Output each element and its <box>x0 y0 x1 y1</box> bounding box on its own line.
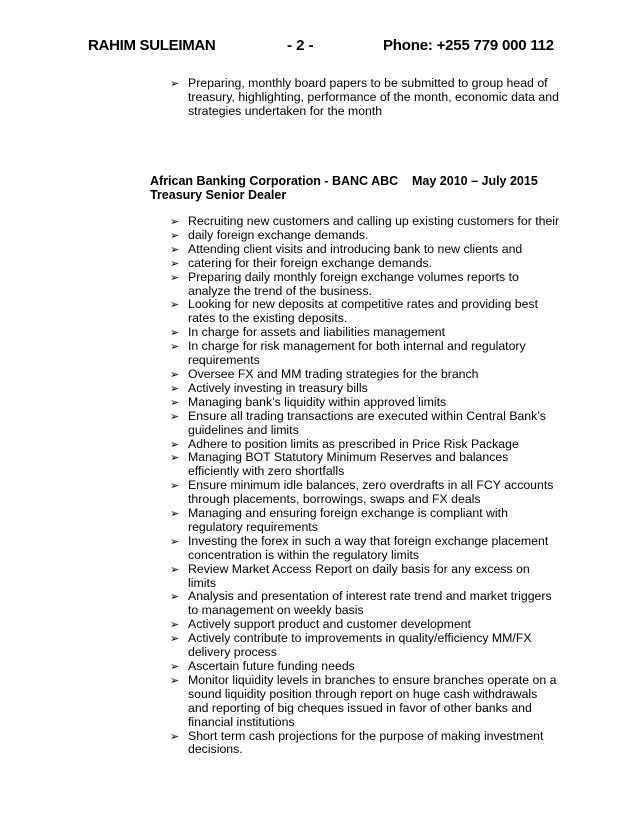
list-item-text: Actively contribute to improvements in quality/efficiency MM/FX delivery process <box>188 631 532 660</box>
list-item-text: Monitor liquidity levels in branches to ensure branches operate on a sound liquidity position through report on huge cash withdrawals and reporting of big cheques issued in favor of other banks and financial institutions <box>188 672 557 729</box>
list-item <box>170 451 560 479</box>
arrowhead-bullet-icon: ➢ <box>170 242 180 256</box>
list-item-text: Investing the forex in such a way that foreign exchange placement concentration is within the regulatory limits <box>188 533 549 562</box>
list-item-text: Managing bank’s liquidity within approved limits <box>188 394 447 409</box>
list-item <box>170 271 560 299</box>
arrowhead-bullet-icon: ➢ <box>170 562 180 576</box>
arrowhead-bullet-icon: ➢ <box>170 326 180 340</box>
list-item <box>170 382 560 396</box>
header-name: RAHIM SULEIMAN <box>88 37 216 54</box>
job-title: Treasury Senior Dealer <box>150 188 287 202</box>
list-item-text: Ensure minimum idle balances, zero overdrafts in all FCY accounts through placements, borrowings, swaps and FX deals <box>188 478 554 507</box>
list-item <box>170 396 560 410</box>
responsibilities-list <box>170 215 560 757</box>
list-item <box>170 215 560 229</box>
arrowhead-bullet-icon: ➢ <box>170 618 180 632</box>
arrowhead-bullet-icon: ➢ <box>170 673 180 687</box>
list-item <box>170 229 560 243</box>
list-item-text: Adhere to position limits as prescribed in Price Risk Package <box>188 436 519 451</box>
arrowhead-bullet-icon: ➢ <box>170 507 180 521</box>
arrowhead-bullet-icon: ➢ <box>170 340 180 354</box>
list-item-text: Managing and ensuring foreign exchange is compliant with regulatory requirements <box>188 506 508 534</box>
list-item <box>170 340 560 368</box>
list-item <box>170 590 560 618</box>
list-item <box>170 660 560 674</box>
list-item-text: Actively support product and customer development <box>188 617 471 632</box>
arrowhead-bullet-icon: ➢ <box>170 256 180 270</box>
list-item-text: catering for their foreign exchange demands. <box>188 255 433 270</box>
list-item-text: In charge for risk management for both internal and regulatory requirements <box>188 339 526 368</box>
header-phone: Phone: +255 779 000 112 <box>383 37 554 54</box>
arrowhead-bullet-icon: ➢ <box>170 215 180 228</box>
arrowhead-bullet-icon: ➢ <box>170 367 180 381</box>
arrowhead-bullet-icon: ➢ <box>170 395 180 409</box>
list-item-text: In charge for assets and liabilities management <box>188 325 446 340</box>
list-item <box>170 410 560 438</box>
list-item <box>170 77 560 119</box>
list-item-text: Preparing daily monthly foreign exchange volumes reports to analyze the trend of the business. <box>188 269 519 298</box>
list-item-text: Preparing, monthly board papers to be submitted to group head of treasury, highlighting, performance of the month, economic data and strategies undertaken for the month <box>188 76 559 118</box>
list-item-text: Short term cash projections for the purpose of making investment decisions. <box>188 728 544 757</box>
arrowhead-bullet-icon: ➢ <box>170 479 180 493</box>
list-item-text: Actively investing in treasury bills <box>188 380 368 395</box>
list-item <box>170 243 560 257</box>
list-item <box>170 730 560 758</box>
arrowhead-bullet-icon: ➢ <box>170 381 180 395</box>
list-item <box>170 479 560 507</box>
list-item-text: Analysis and presentation of interest rate trend and market triggers to management on weekly basis <box>188 589 552 618</box>
arrowhead-bullet-icon: ➢ <box>170 729 180 743</box>
list-item <box>170 674 560 730</box>
arrowhead-bullet-icon: ➢ <box>170 437 180 451</box>
arrowhead-bullet-icon: ➢ <box>170 409 180 423</box>
list-item <box>170 632 560 660</box>
page-number: - 2 - <box>287 37 314 54</box>
list-item-text: Review Market Access Report on daily basis for any excess on limits <box>188 561 530 590</box>
arrowhead-bullet-icon: ➢ <box>170 632 180 646</box>
list-item-text: Oversee FX and MM trading strategies for the branch <box>188 366 479 381</box>
list-item <box>170 507 560 535</box>
list-item <box>170 563 560 591</box>
list-item <box>170 535 560 563</box>
job-company: African Banking Corporation - BANC ABC <box>150 174 399 188</box>
arrowhead-bullet-icon: ➢ <box>170 270 180 284</box>
job-dates: May 2010 – July 2015 <box>412 174 538 188</box>
list-item <box>170 298 560 326</box>
arrowhead-bullet-icon: ➢ <box>170 228 180 242</box>
arrowhead-bullet-icon: ➢ <box>170 77 180 90</box>
list-item-text: Attending client visits and introducing bank to new clients and <box>188 241 523 256</box>
arrowhead-bullet-icon: ➢ <box>170 534 180 548</box>
list-item <box>170 618 560 632</box>
list-item <box>170 368 560 382</box>
page-header <box>0 37 638 57</box>
list-item-text: Managing BOT Statutory Minimum Reserves and balances efficiently with zero shortfalls <box>188 450 509 479</box>
list-item <box>170 326 560 340</box>
list-item <box>170 257 560 271</box>
list-item-text: Ascertain future funding needs <box>188 659 355 673</box>
intro-list <box>170 77 560 119</box>
list-item-text: daily foreign exchange demands. <box>188 227 369 242</box>
list-item <box>170 438 560 452</box>
arrowhead-bullet-icon: ➢ <box>170 451 180 465</box>
arrowhead-bullet-icon: ➢ <box>170 298 180 312</box>
arrowhead-bullet-icon: ➢ <box>170 660 180 673</box>
list-item-text: Recruiting new customers and calling up existing customers for their <box>188 214 560 228</box>
arrowhead-bullet-icon: ➢ <box>170 590 180 604</box>
list-item-text: Looking for new deposits at competitive rates and providing best rates to the existing deposits. <box>188 297 538 326</box>
list-item-text: Ensure all trading transactions are executed within Central Bank’s guidelines and limits <box>188 408 546 437</box>
